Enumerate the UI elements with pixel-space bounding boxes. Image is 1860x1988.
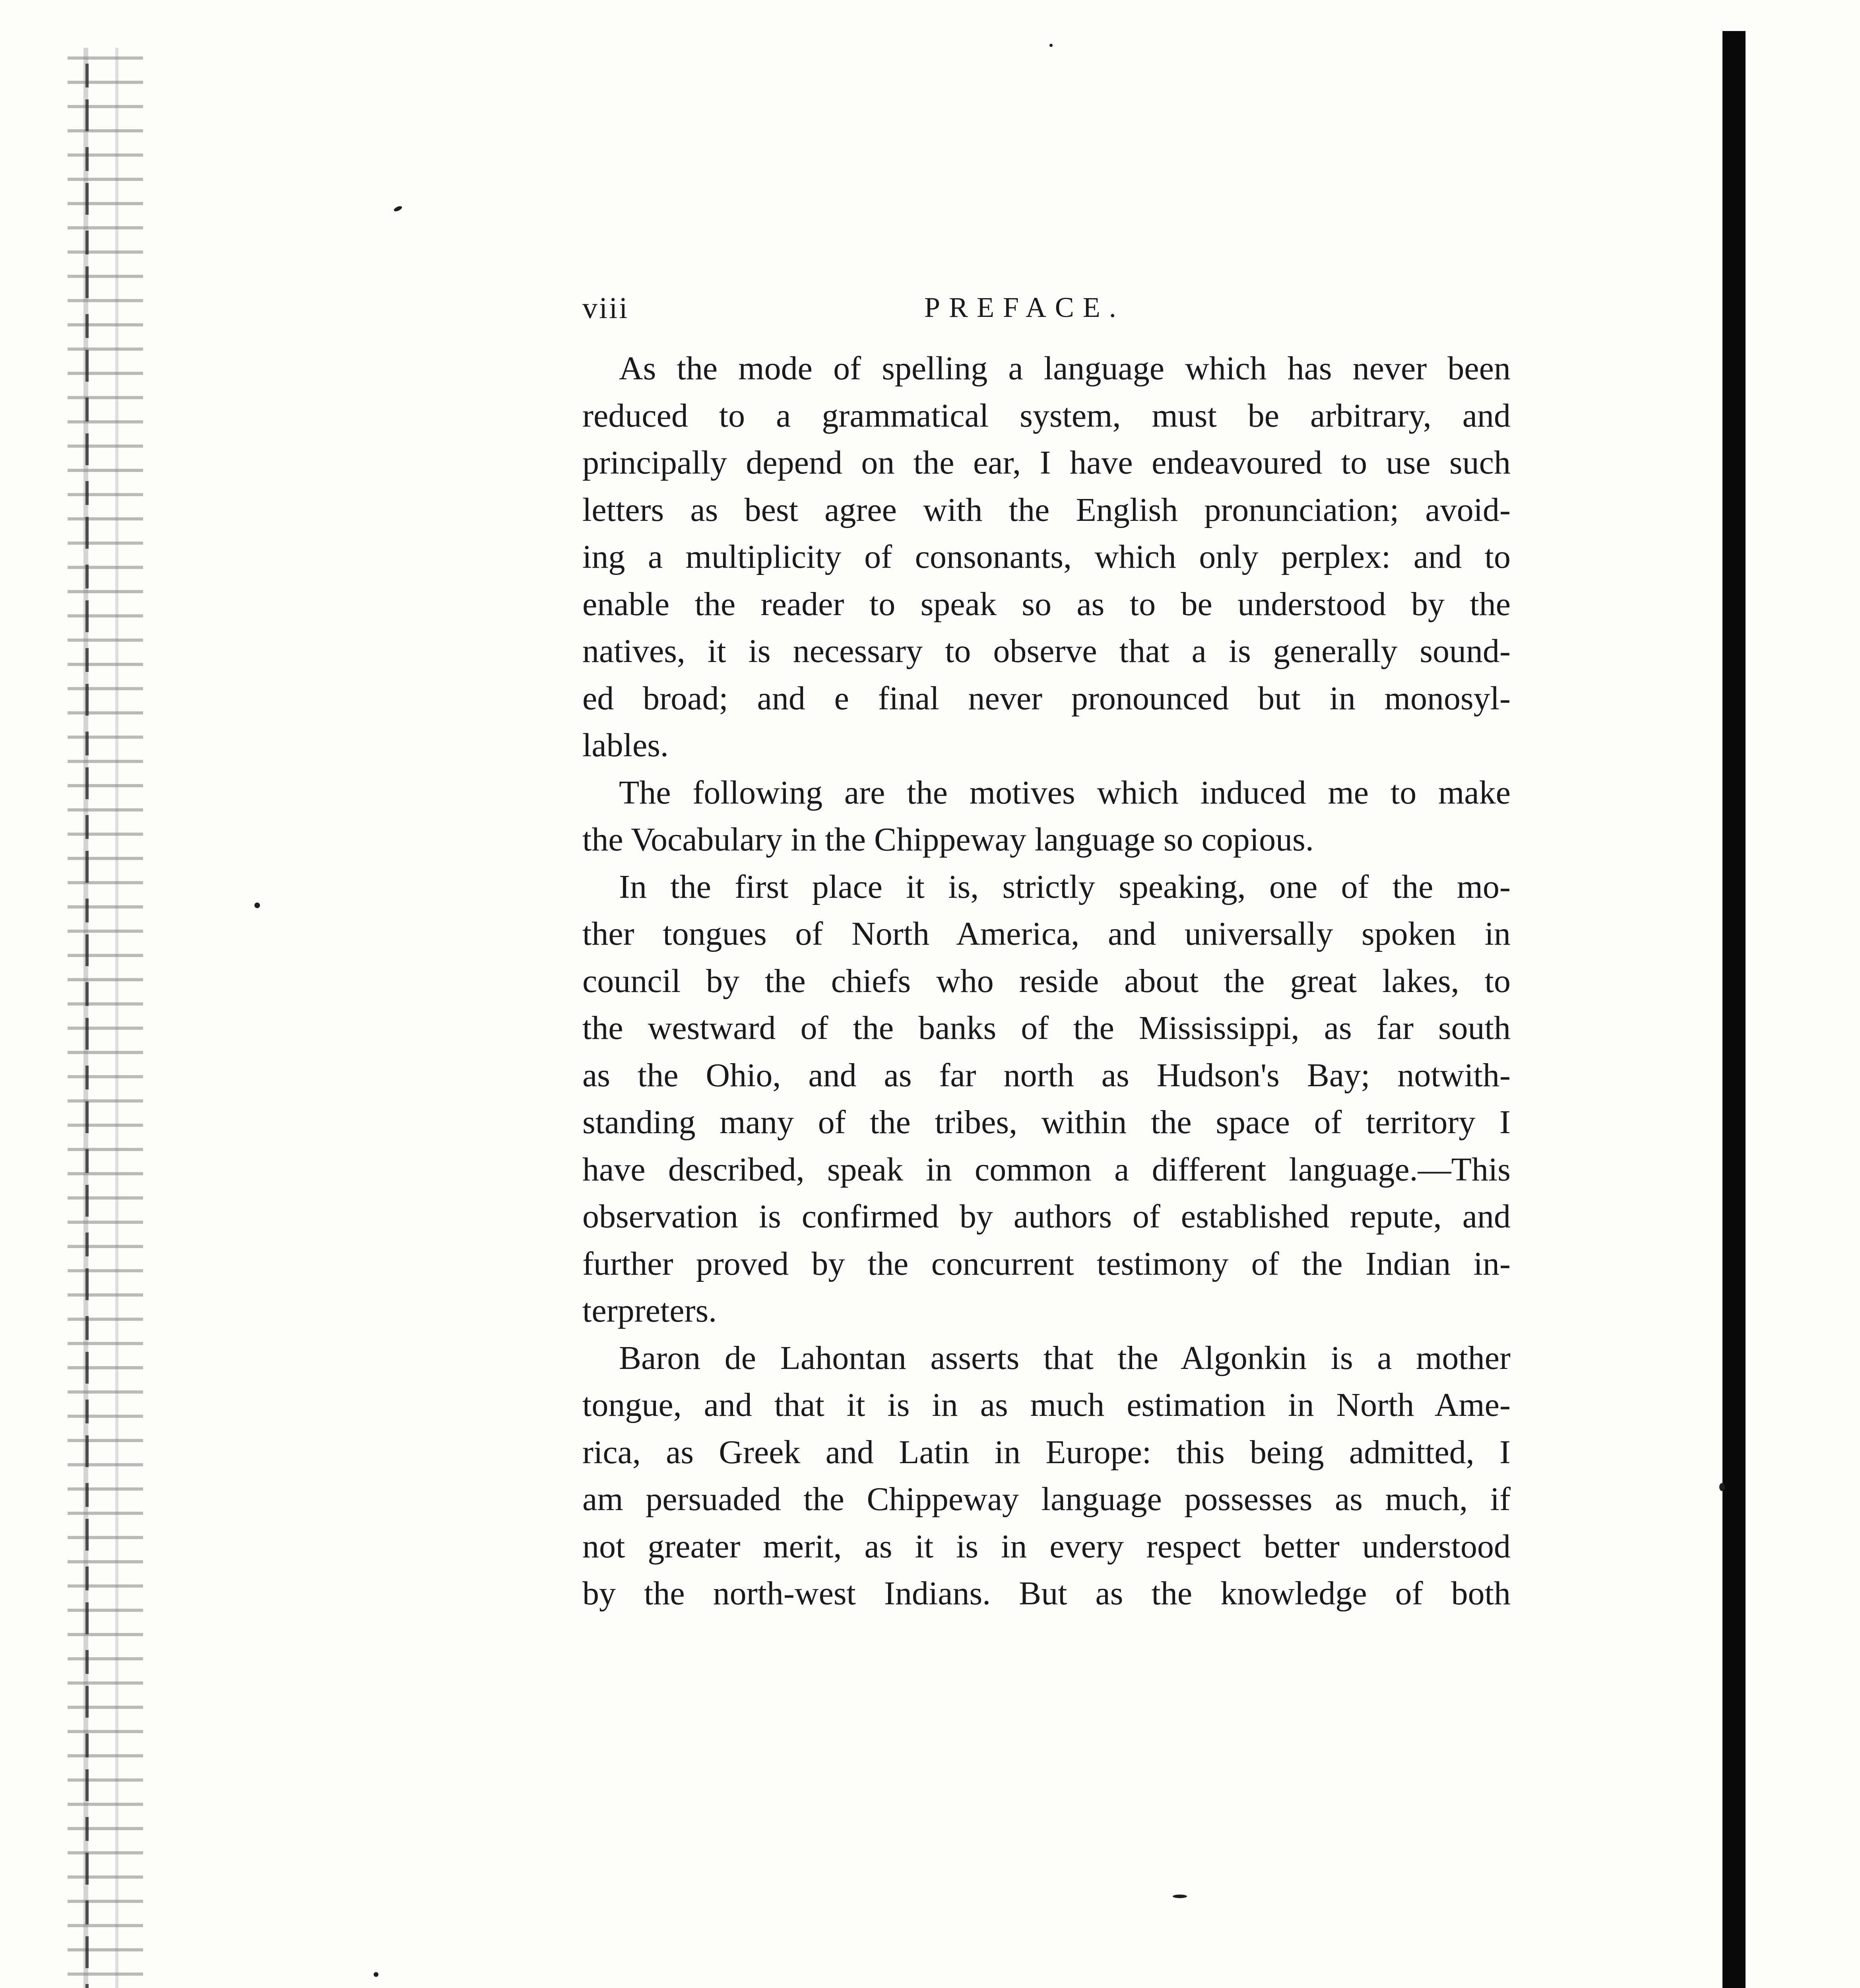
- text-line: the westward of the banks of the Mississippi, as far south: [582, 1010, 1511, 1046]
- text-line: Baron de Lahontan asserts that the Algonkin is a mother: [619, 1339, 1511, 1376]
- text-line: by the north-west Indians. But as the knowledge of both: [582, 1575, 1511, 1612]
- text-line: enable the reader to speak so as to be understood by the: [582, 585, 1511, 623]
- text-line: lables.: [582, 727, 669, 764]
- text-line: rica, as Greek and Latin in Europe: this being admitted, I: [582, 1433, 1511, 1471]
- text-line: am persuaded the Chippeway language possesses as much, if: [582, 1481, 1511, 1518]
- binding-edge-line: [85, 64, 89, 1988]
- text-line: not greater merit, as it is in every respect better understood: [582, 1528, 1511, 1565]
- text-line: letters as best agree with the English pronunciation; avoid-: [582, 491, 1511, 528]
- binding-gutter: [68, 48, 143, 1988]
- text-line: further proved by the concurrent testimony of the Indian in-: [582, 1245, 1511, 1282]
- text-line: as the Ohio, and as far north as Hudson's Bay; notwith-: [582, 1056, 1511, 1094]
- scan-speck: [1719, 1483, 1725, 1491]
- text-line: council by the chiefs who reside about the great lakes, to: [582, 962, 1511, 1000]
- text-line: tongue, and that it is in as much estimation in North Ame-: [582, 1386, 1511, 1423]
- text-line: reduced to a grammatical system, must be arbitrary, and: [582, 397, 1511, 434]
- body-text: [582, 345, 1511, 1617]
- text-line: natives, it is necessary to observe that a is generally sound-: [582, 633, 1511, 670]
- text-line: observation is confirmed by authors of established repute, and: [582, 1198, 1511, 1235]
- scan-speck: [1049, 44, 1053, 47]
- text-line: In the first place it is, strictly speaking, one of the mo-: [619, 868, 1511, 905]
- text-line: The following are the motives which induced me to make: [619, 774, 1511, 811]
- scan-speck: [254, 903, 260, 908]
- text-line: standing many of the tribes, within the space of territory I: [582, 1104, 1511, 1141]
- running-title: PREFACE.: [924, 291, 1125, 323]
- running-head: [582, 291, 1517, 335]
- text-line: As the mode of spelling a language which has never been: [619, 350, 1511, 387]
- text-line: the Vocabulary in the Chippeway language so copious.: [582, 821, 1314, 858]
- text-line: ther tongues of North America, and universally spoken in: [582, 915, 1511, 952]
- scan-speck: [1173, 1895, 1187, 1898]
- scan-speck: [374, 1972, 378, 1977]
- text-line: have described, speak in common a different language.—This: [582, 1151, 1511, 1188]
- text-line: ing a multiplicity of consonants, which only perplex: and to: [582, 538, 1511, 575]
- scan-speck: [393, 205, 403, 212]
- page-number: viii: [582, 291, 629, 325]
- text-line: terpreters.: [582, 1292, 717, 1329]
- page-edge-shadow: [1722, 31, 1746, 1988]
- text-line: principally depend on the ear, I have endeavoured to use such: [582, 444, 1511, 481]
- text-line: ed broad; and e final never pronounced but in monosyl-: [582, 679, 1511, 717]
